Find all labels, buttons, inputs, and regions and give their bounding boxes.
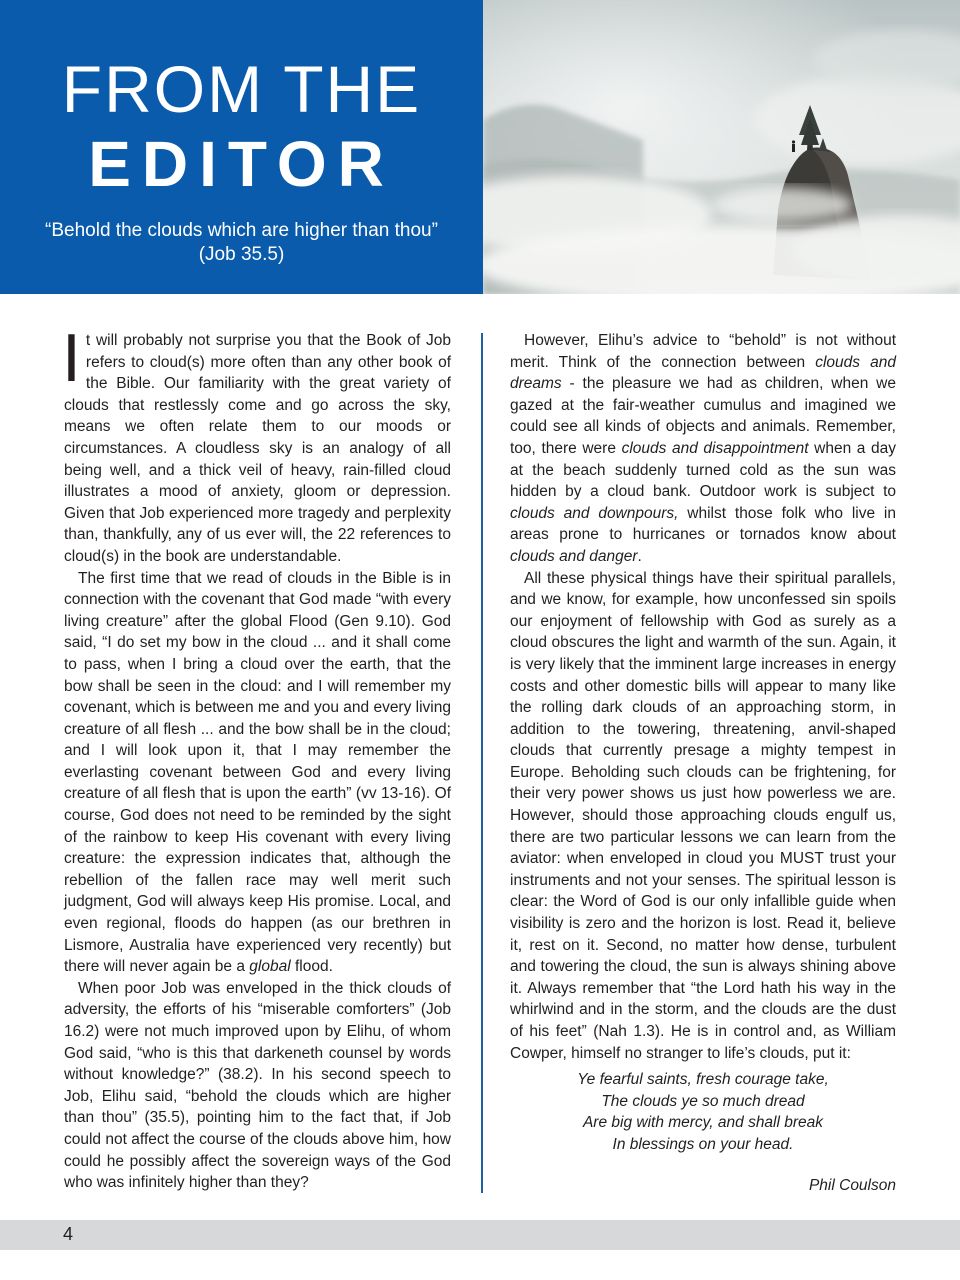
paragraph-text: However, Elihu’s advice to “behold” is not without merit. Think of the connection between	[510, 332, 896, 371]
footer-bar	[0, 1220, 960, 1250]
poem-line: Are big with mercy, and shall break	[582, 1114, 824, 1132]
title-editor: EDITOR	[88, 128, 395, 200]
paragraph-text: All these physical things have their spiritual parallels, and we know, for example, how unconfessed sin spoils our enjoyment of fellowship with God as surely as a cloud obscures the light and warmth of the sun. Again, it is very likely that the imminent large increases in energy costs and other domestic bills will appear to many like the rolling dark clouds of an approaching storm, in addition to the towering, threatening, anvil-shaped clouds that currently presage a mighty tempest in Europe. Beholding such clouds can be frightening, for their very power shows us just how powerless we are. However, should those approaching clouds engulf us, there are two particular lessons we can learn from the aviator: when enveloped in cloud you MUST trust your instruments and not your senses. The spiritual lesson is clear: the Word of God is our only infallible guide when visibility is zero and the horizon is lost. Read it, believe it, rest on it. Second, no matter how dense, turbulent and towering the cloud, the sun is always shining above it. Always remember that “the Lord hath his way in the whirlwind and in the storm, and the clouds are the dust of his feet” (Nah 1.3). He is in control and, as William Cowper, himself no stranger to life’s clouds, put it:	[510, 569, 896, 1062]
article-paragraph-1	[62, 320, 451, 568]
emphasis-global: global	[249, 958, 291, 976]
emphasis-clouds-and-downpours: clouds and downpours,	[510, 504, 679, 522]
emphasis-clouds-and-danger: clouds and danger	[510, 547, 638, 565]
subtitle-quote: “Behold the clouds which are higher than thou” (Job 35.5)	[45, 220, 438, 265]
emphasis-clouds-and-disappointment: clouds and disappointment	[621, 439, 809, 457]
cloudy-mountain-peak-photo	[483, 0, 960, 294]
paragraph-text: t will probably not surprise you that the Book of Job refers to cloud(s) more often than any other book of the Bible. Our familiarity with the great variety of clouds that restlessly come and go across the sky, means we often relate them to our moods or circumstances. A cloudless sky is an analogy of all being well, and a thick veil of heavy, rain-filled cloud illustrates a mood of anxiety, gloom or depression. Given that Job experienced more tragedy and perplexity than, thankfully, any of us ever will, the 22 references to cloud(s) in the book are understandable.	[64, 332, 451, 565]
author-signature: Phil Coulson	[808, 1177, 896, 1194]
paragraph-text: - the pleasure we had as children, when we gazed at the fair-weather cumulus and imagined we could see all kinds of objects and animals. Remember, too, there were	[510, 375, 896, 457]
poem-line: In blessings on your head.	[612, 1135, 794, 1153]
paragraph-text: The first time that we read of clouds in the Bible is in connection with the covenant that God made “with every living creature” after the global Flood (Gen 9.10). God said, “I do set my bow in the cloud ... and it shall come to pass, when I bring a cloud over the earth, that the bow shall be seen in the cloud: and I will remember my covenant, which is between me and you and every living creature of all flesh ... and the bow shall be in the cloud; and I will look upon it, that I may remember the everlasting covenant between God and every living creature of all flesh that is upon the earth” (vv 13-16). Of course, God does not need to be reminded by the sight of the rainbow to keep His covenant with every living creature: the expression indicates that, although the rebellion of the fallen race may well merit such judgment, God will always keep His promise. Local, and even regional, floods do happen (as our brethren in Lismore, Australia have experienced very recently) but there will never again be a	[64, 569, 451, 976]
column-divider	[481, 333, 483, 1193]
paragraph-text: whilst those folk who live in areas prone to hurricanes or tornados know about	[510, 504, 896, 544]
poem-line: The clouds ye so much dread	[601, 1092, 805, 1110]
header-panel	[0, 0, 483, 294]
paragraph-text: .	[637, 547, 642, 565]
article-column-right	[510, 330, 896, 1064]
hero-image	[483, 0, 960, 294]
poem-stanza	[510, 1069, 896, 1155]
paragraph-text: When poor Job was enveloped in the thick clouds of adversity, the efforts of his “miserable comforters” (Job 16.2) were not much improved upon by Elihu, of whom God said, “who is this that darkeneth counsel by words without knowledge?” (38.2). In his second speech to Job, Elihu said, “behold the clouds which are higher than thou” (35.5), pointing him to the fact that, if Job could not affect the course of the clouds above him, how could he possibly affect the sovereign ways of the God who was infinitely higher than they?	[64, 979, 451, 1192]
article-paragraph-2	[64, 568, 451, 978]
drop-cap: I	[62, 320, 81, 396]
article-paragraph-3	[64, 978, 451, 1194]
page-number: 4	[63, 1224, 74, 1244]
poem-line: Ye fearful saints, fresh courage take,	[577, 1071, 829, 1088]
article-column-left	[62, 320, 451, 1194]
article-paragraph-4	[510, 330, 896, 568]
paragraph-text: when a day at the beach suddenly turned cold as the sun was hidden by a cloud bank. Outdoor work is subject to	[510, 439, 896, 501]
article-paragraph-5	[510, 568, 896, 1065]
emphasis-clouds-and-dreams: clouds and dreams	[510, 353, 896, 393]
title-from-the: FROM THE	[61, 52, 422, 126]
paragraph-text: flood.	[294, 958, 333, 976]
